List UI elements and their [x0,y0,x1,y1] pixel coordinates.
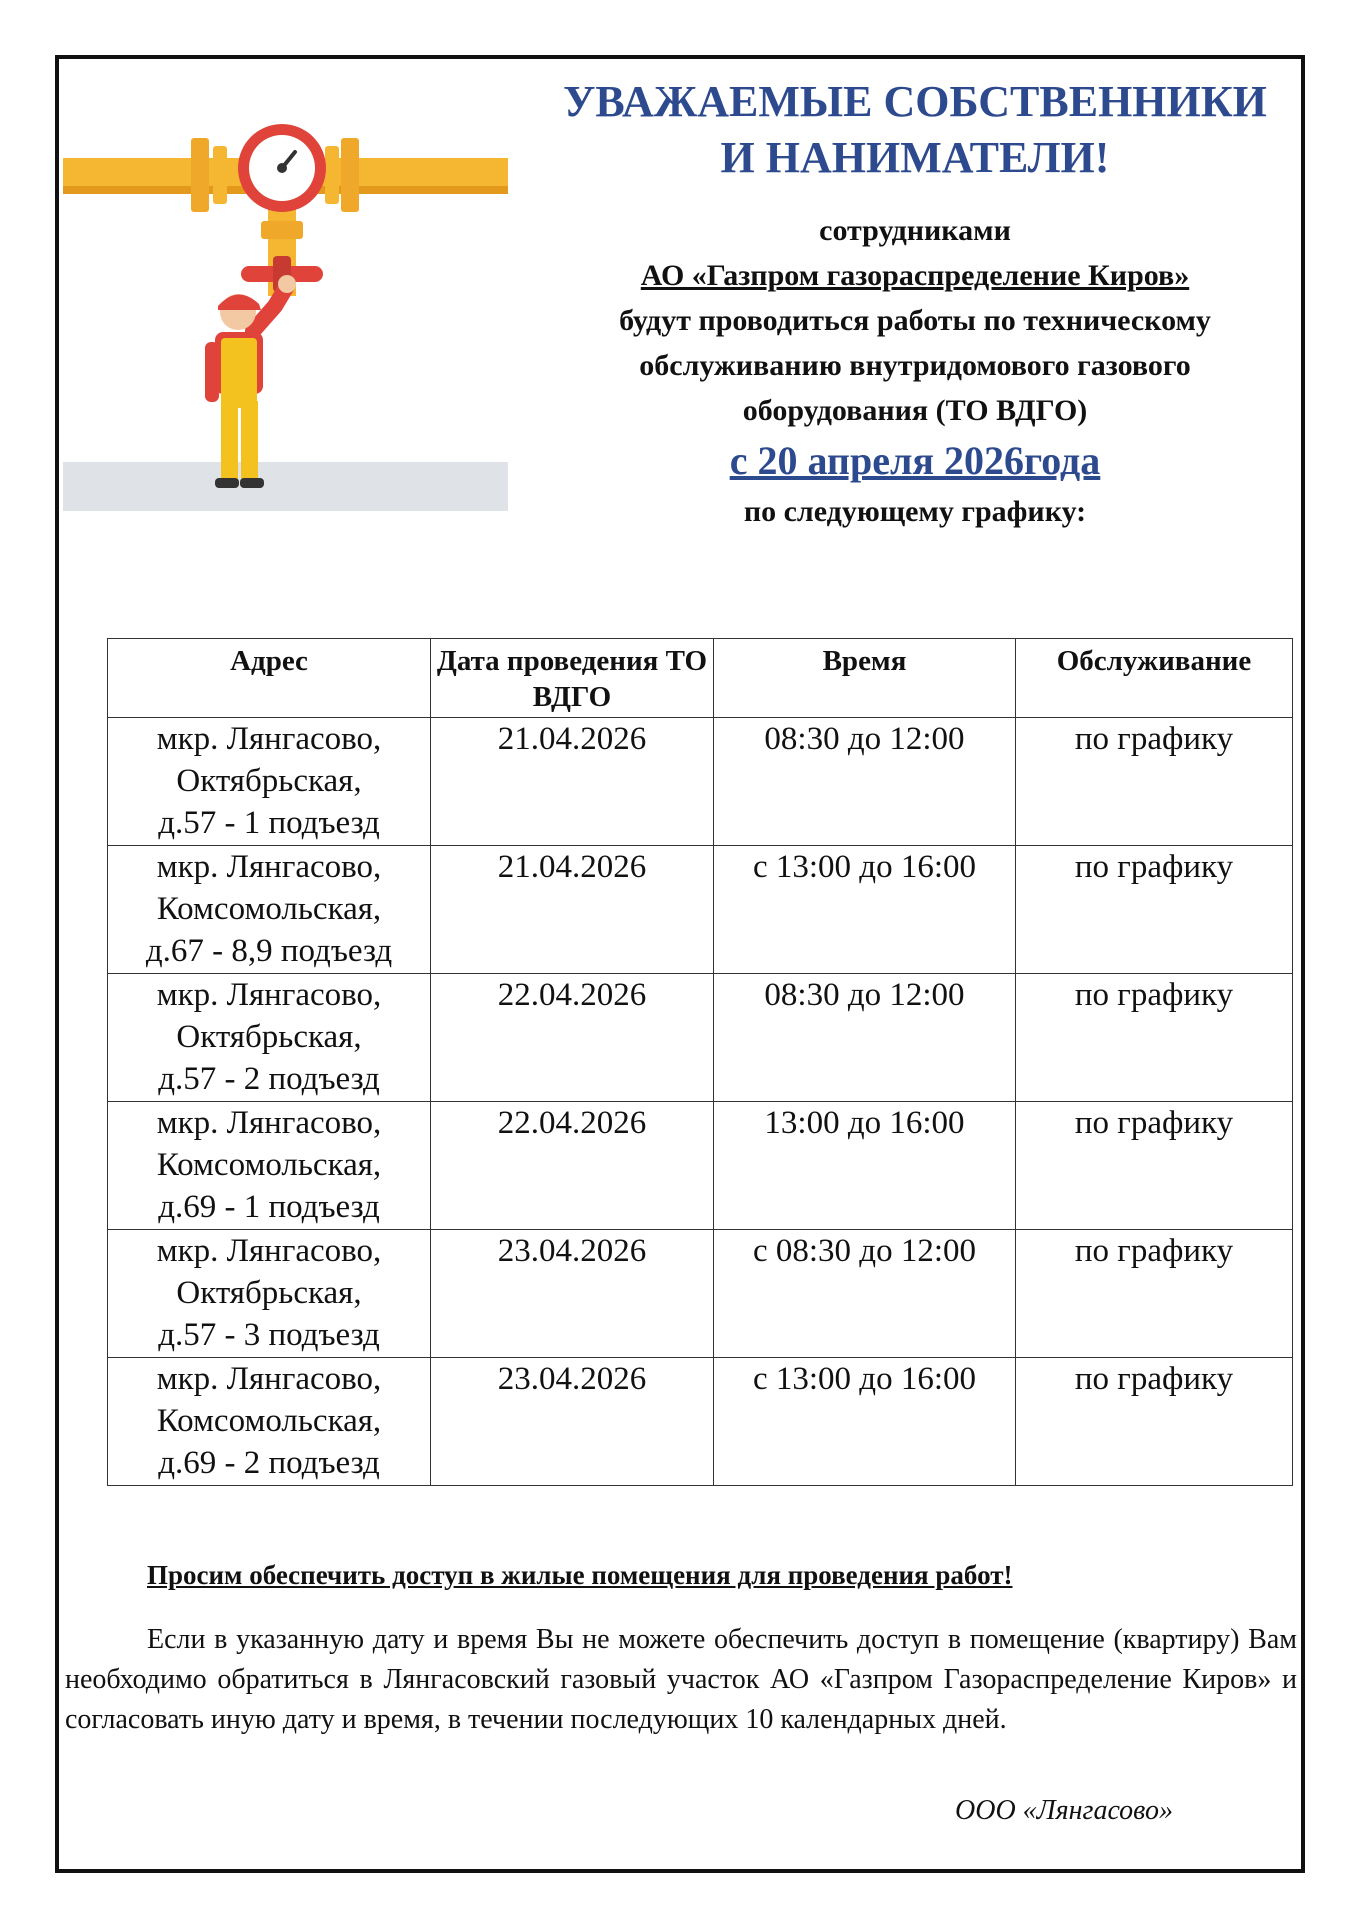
time-cell: с 08:30 до 12:00 [714,1230,1016,1358]
gas-worker-illustration [63,116,508,511]
service-cell: по графику [1016,846,1293,974]
address-line: Октябрьская, [176,1019,362,1055]
address-line: д.57 - 3 подъезд [158,1317,380,1353]
date-cell: 23.04.2026 [431,1358,714,1486]
address-cell [108,846,431,974]
signature: ООО «Лянгасово» [955,1795,1173,1826]
schedule-table [107,638,1293,1486]
time-cell: 08:30 до 12:00 [714,718,1016,846]
access-request: Просим обеспечить доступ в жилые помещения для проведения работ! [147,1560,1013,1590]
address-line: мкр. Лянгасово, [156,721,382,757]
address-line: мкр. Лянгасово, [156,977,382,1013]
address-line: мкр. Лянгасово, [156,849,382,885]
header-service: Обслуживание [1016,639,1293,718]
service-cell: по графику [1016,1102,1293,1230]
address-line: мкр. Лянгасово, [156,1361,382,1397]
date-cell: 22.04.2026 [431,1102,714,1230]
service-cell: по графику [1016,974,1293,1102]
organization-name: АО «Газпром газораспределение Киров» [640,259,1190,292]
date-cell: 23.04.2026 [431,1230,714,1358]
date-cell: 21.04.2026 [431,718,714,846]
address-line: Октябрьская, [176,1275,362,1311]
address-cell [108,718,431,846]
time-cell: 08:30 до 12:00 [714,974,1016,1102]
table-row [108,718,1293,846]
greeting-line-2: И НАНИМАТЕЛИ! [720,133,1110,182]
table-header-row [108,639,1293,718]
service-cell: по графику [1016,1358,1293,1486]
date-cell: 21.04.2026 [431,846,714,974]
intro-line-1: сотрудниками [819,214,1011,247]
address-line: мкр. Лянгасово, [156,1233,382,1269]
schedule-intro: по следующему графику: [743,495,1087,528]
address-line: Комсомольская, [156,1147,382,1183]
start-date: с 20 апреля 2026года [729,438,1101,483]
address-line: мкр. Лянгасово, [156,1105,382,1141]
address-cell [108,974,431,1102]
intro-line-5: оборудования (ТО ВДГО) [742,394,1088,427]
address-line: д.57 - 1 подъезд [158,805,380,841]
time-cell: 13:00 до 16:00 [714,1102,1016,1230]
service-cell: по графику [1016,718,1293,846]
time-cell: с 13:00 до 16:00 [714,1358,1016,1486]
header-time: Время [714,639,1016,718]
header-address: Адрес [108,639,431,718]
address-line: д.69 - 2 подъезд [158,1445,380,1481]
announcement-header [530,74,1300,534]
table-row [108,846,1293,974]
time-cell: с 13:00 до 16:00 [714,846,1016,974]
table-row [108,1102,1293,1230]
header-date: Дата проведения ТО ВДГО [431,639,714,718]
address-cell [108,1102,431,1230]
address-line: д.67 - 8,9 подъезд [145,933,393,969]
address-line: Комсомольская, [156,891,382,927]
address-line: д.69 - 1 подъезд [158,1189,380,1225]
service-cell: по графику [1016,1230,1293,1358]
greeting-line-1: УВАЖАЕМЫЕ СОБСТВЕННИКИ [563,77,1267,126]
address-line: Комсомольская, [156,1403,382,1439]
table-row [108,1230,1293,1358]
intro-line-3: будут проводиться работы по техническому [619,304,1211,337]
address-cell [108,1358,431,1486]
table-row [108,974,1293,1102]
address-line: Октябрьская, [176,763,362,799]
date-cell: 22.04.2026 [431,974,714,1102]
address-line: д.57 - 2 подъезд [158,1061,380,1097]
table-row [108,1358,1293,1486]
intro-line-4: обслуживанию внутридомового газового [639,349,1191,382]
address-cell [108,1230,431,1358]
info-paragraph: Если в указанную дату и время Вы не можете обеспечить доступ в помещение (квартиру) Вам необходимо обратиться в Лянгасовский газовый участок АО «Газпром Газораспределение Киров» и согласовать иную дату и время, в течении последующих 10 календарных дней. [65,1624,1297,1735]
